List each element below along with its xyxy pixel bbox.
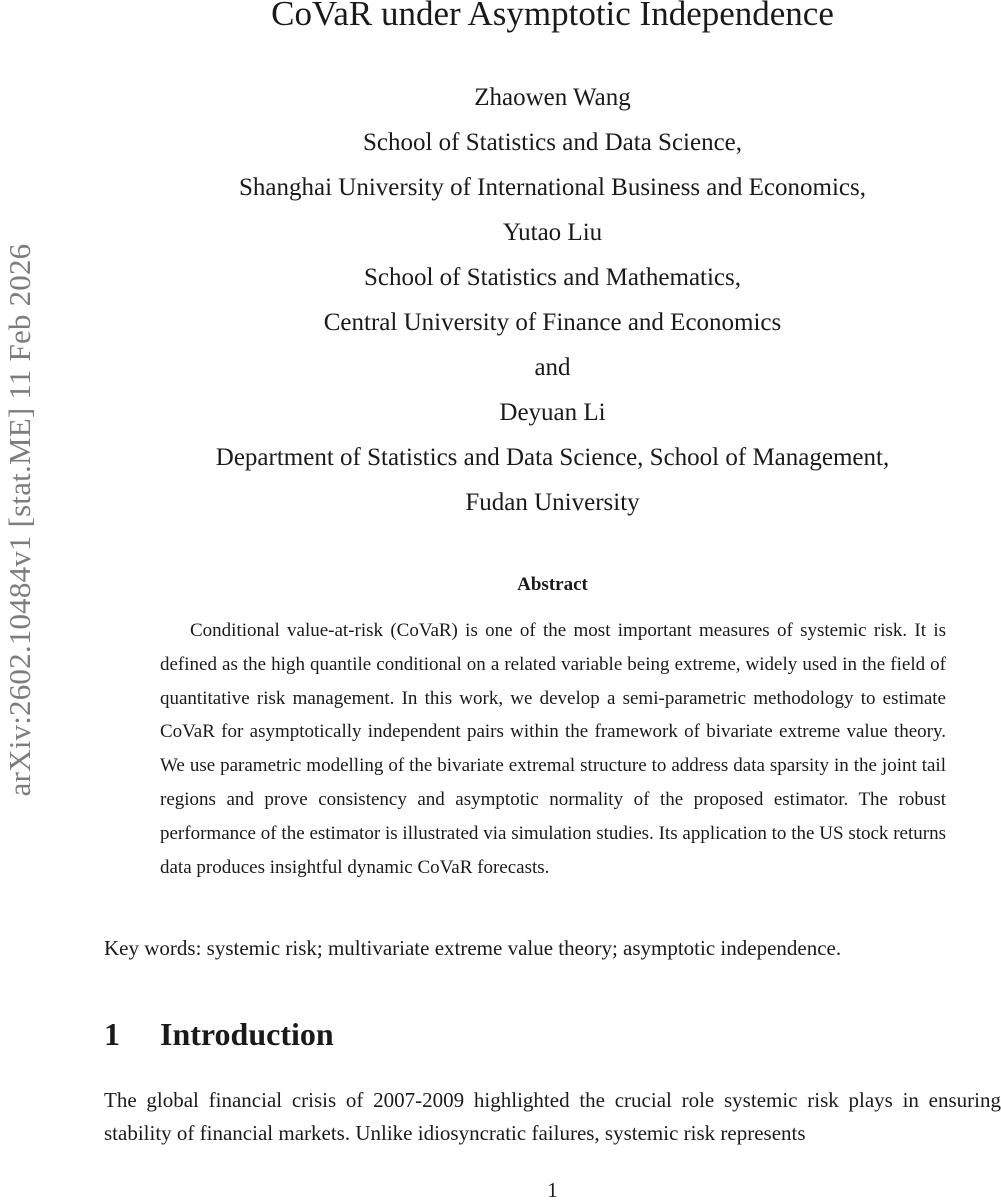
- author-affiliation: School of Statistics and Data Science,: [362, 129, 743, 156]
- author-block: [100, 80, 1001, 530]
- abstract-text: Conditional value-at-risk (CoVaR) is one of the most important measures of systemic risk. It is defined as the high quantile conditional on a related variable being extreme, widely used in the field of quantitative risk management. In this work, we develop a semi-parametric methodology to estimate CoVaR for asymptotically independent pairs within the framework of bivariate extreme value theory. We use parametric modelling of the bivariate extremal structure to address data sparsity in the joint tail regions and prove consistency and asymptotic normality of the proposed estimator. The robust performance of the estimator is illustrated via simulation studies. Its application to the US stock returns data produces insightful dynamic CoVaR forecasts.: [160, 620, 946, 878]
- paper-title: CoVaR under Asymptotic Independence: [271, 0, 834, 33]
- introduction-text: The global financial crisis of 2007-2009 highlighted the crucial role systemic risk plays in ensuring stability of financial markets. Unlike idiosyncratic failures, systemic risk represents: [104, 1088, 1001, 1145]
- section-number: 1: [104, 1016, 120, 1052]
- author-affiliation: School of Statistics and Mathematics,: [363, 264, 742, 291]
- author-conjunction: and: [534, 354, 571, 381]
- arxiv-identifier: arXiv:2602.10484v1 [stat.ME] 11 Feb 2026: [2, 243, 37, 797]
- author-name: Deyuan Li: [499, 399, 606, 426]
- abstract-heading: Abstract: [517, 574, 588, 595]
- section-heading: [104, 1016, 334, 1053]
- author-affiliation: Central University of Finance and Economics: [323, 309, 782, 336]
- author-name: Zhaowen Wang: [474, 84, 631, 111]
- keywords: Key words: systemic risk; multivariate extreme value theory; asymptotic independence.: [104, 936, 842, 960]
- author-name: Yutao Liu: [502, 219, 603, 246]
- page-number: 1: [547, 1178, 558, 1202]
- author-affiliation: Fudan University: [465, 489, 640, 516]
- author-affiliation: Department of Statistics and Data Science, School of Management,: [215, 444, 890, 471]
- arxiv-sidebar: [0, 170, 40, 870]
- author-affiliation: Shanghai University of International Business and Economics,: [239, 174, 866, 201]
- section-title: Introduction: [160, 1016, 334, 1052]
